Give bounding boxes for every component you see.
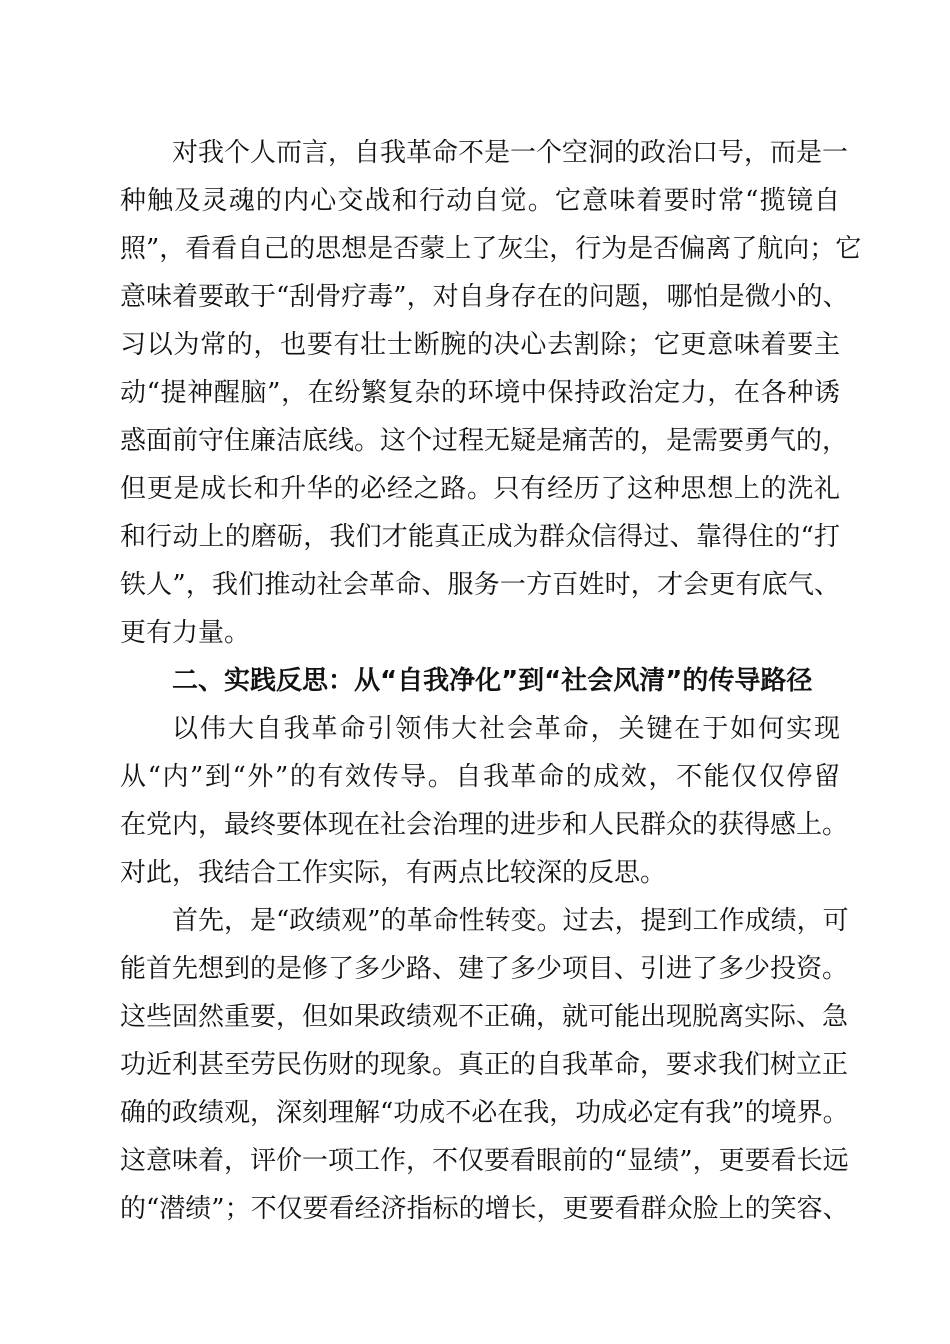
paragraph-3-line-3: 这些固然重要，但如果政绩观不正确，就可能出现脱离实际、急 [120,1002,849,1032]
paragraph-1-line-11: 更有力量。 [120,618,251,648]
paragraph-1-line-7: 惑面前守住廉洁底线。这个过程无疑是痛苦的，是需要勇气的， [120,426,849,456]
paragraph-2-line-1: 以伟大自我革命引领伟大社会革命，关键在于如何实现 [172,714,840,744]
section-heading: 二、实践反思：从“自我净化”到“社会风清”的传导路径 [172,666,813,696]
paragraph-2-line-2: 从“内”到“外”的有效传导。自我革命的成效，不能仅仅停留 [120,762,840,792]
paragraph-2-line-4: 对此，我结合工作实际，有两点比较深的反思。 [120,858,667,888]
paragraph-3-line-4: 功近利甚至劳民伤财的现象。真正的自我革命，要求我们树立正 [120,1050,849,1080]
paragraph-1-line-5: 习以为常的，也要有壮士断腕的决心去割除；它更意味着要主 [120,330,840,360]
paragraph-3-line-2: 能首先想到的是修了多少路、建了多少项目、引进了多少投资。 [120,954,849,984]
paragraph-1-line-1: 对我个人而言，自我革命不是一个空洞的政治口号，而是一 [172,138,849,168]
paragraph-3-line-7: 的“潜绩”；不仅要看经济指标的增长，更要看群众脸上的笑容、 [120,1194,849,1224]
paragraph-3-line-5: 确的政绩观，深刻理解“功成不必在我，功成必定有我”的境界。 [120,1098,849,1128]
paragraph-1-line-9: 和行动上的磨砺，我们才能真正成为群众信得过、靠得住的“打 [120,522,840,552]
paragraph-3-line-6: 这意味着，评价一项工作，不仅要看眼前的“显绩”，更要看长远 [120,1146,849,1176]
paragraph-1-line-3: 照”，看看自己的思想是否蒙上了灰尘，行为是否偏离了航向；它 [120,234,862,264]
paragraph-1-line-8: 但更是成长和升华的必经之路。只有经历了这种思想上的洗礼 [120,474,840,504]
paragraph-1-line-4: 意味着要敢于“刮骨疗毒”，对自身存在的问题，哪怕是微小的、 [120,282,849,312]
paragraph-1-line-2: 种触及灵魂的内心交战和行动自觉。它意味着要时常“揽镜自 [120,186,840,216]
paragraph-1-line-10: 铁人”，我们推动社会革命、服务一方百姓时，才会更有底气、 [120,570,840,600]
paragraph-3-line-1: 首先，是“政绩观”的革命性转变。过去，提到工作成绩，可 [172,906,849,936]
paragraph-2-line-3: 在党内，最终要体现在社会治理的进步和人民群众的获得感上。 [120,810,849,840]
paragraph-1-line-6: 动“提神醒脑”，在纷繁复杂的环境中保持政治定力，在各种诱 [120,378,840,408]
